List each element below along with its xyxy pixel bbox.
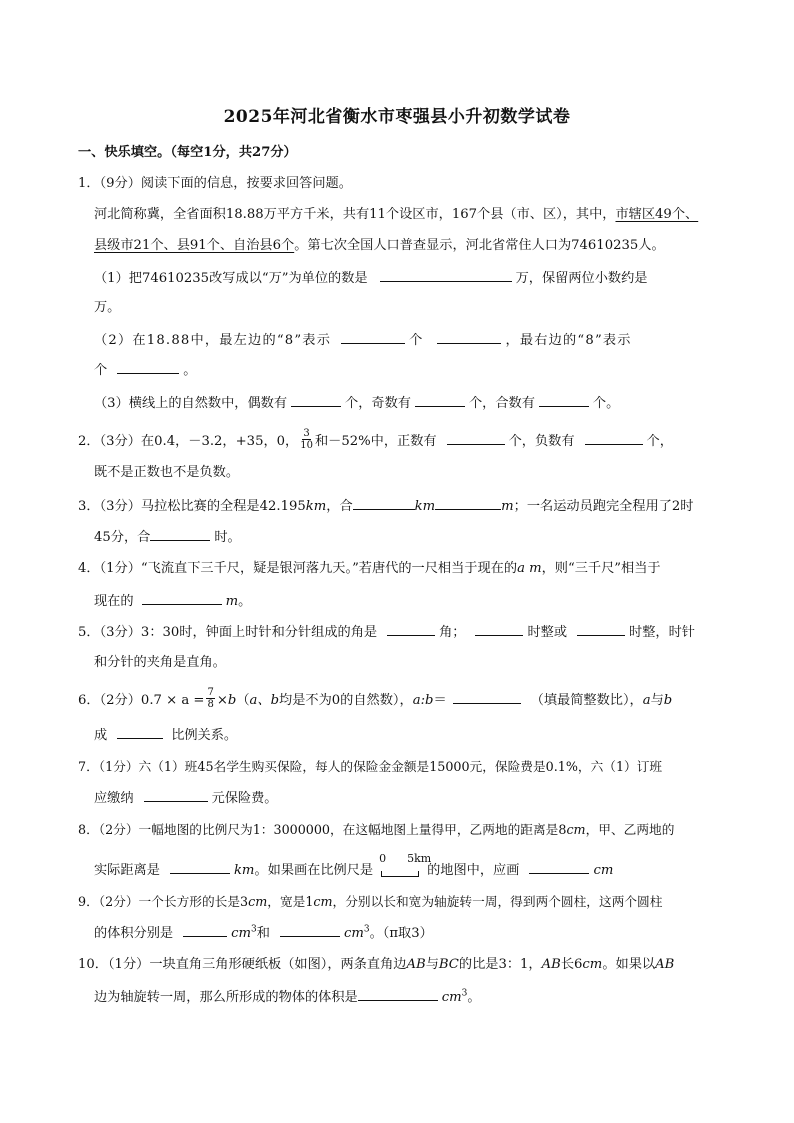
underlined-text: 县级市21个、县91个、自治县6个 — [94, 238, 295, 253]
answer-blank[interactable] — [415, 393, 465, 407]
question-10-cont: 边为轴旋转一周，那么所形成的物体的体积是 $cm^3$。 — [94, 988, 481, 1005]
question-6-cont: 成 比例关系。 — [94, 725, 237, 746]
question-8: 8．（2分）一幅地图的比例尺为1：3000000，在这幅地图上量得甲，乙两地的距离是8cm，甲、乙两地的 — [78, 822, 675, 837]
question-3: 3．（3分）马拉松比赛的全程是42.195km，合 km m；一名运动员跑完全程用了2时 — [78, 496, 693, 517]
question-7: 7．（1分）六（1）班45名学生购买保险，每人的保险金金额是15000元，保险费是0.1%，六（1）订班 — [78, 759, 663, 774]
answer-blank[interactable] — [142, 591, 222, 605]
question-1-part-1: （1）把74610235改写成以“万”为单位的数是 万，保留两位小数约是 — [94, 268, 648, 289]
question-9: 9．（2分）一个长方形的长是3cm，宽是1cm，分别以长和宽为轴旋转一周，得到两个圆柱，这两个圆柱 — [78, 894, 663, 909]
question-1-info-cont: 县级市21个、县91个、自治县6个。第七次全国人口普查显示，河北省常住人口为74610235人。 — [94, 238, 665, 253]
question-8-cont: 实际距离是 km。如果画在比例尺是 0 5km 的地图中，应画 cm — [94, 860, 613, 881]
answer-blank[interactable] — [291, 393, 341, 407]
question-2: 2．（3分）在0.4，－3.2，+35，0， $\frac{3}{10}$ 和－52%中，正数有 个，负数有 个， — [78, 428, 673, 451]
answer-blank[interactable] — [475, 622, 523, 636]
fraction: $\frac{3}{10}$ — [300, 428, 313, 451]
answer-blank[interactable] — [117, 360, 179, 374]
question-1-part-2: （2）在18.88中，最左边的“8”表示 个 ，最右边的“8”表示 — [94, 330, 632, 351]
answer-blank[interactable] — [529, 860, 589, 874]
question-9-cont: 的体积分别是 $cm^3$和 $cm^3$。（π取3） — [94, 924, 433, 941]
answer-blank[interactable] — [539, 393, 589, 407]
question-1-part-1-cont: 万。 — [94, 300, 121, 315]
answer-blank[interactable] — [150, 527, 210, 541]
question-10: 10．（1分）一块直角三角形硬纸板（如图），两条直角边AB与BC的比是3：1，AB长6cm。如果以AB — [78, 957, 675, 972]
answer-blank[interactable] — [437, 330, 501, 344]
question-2-cont: 既不是正数也不是负数。 — [94, 465, 240, 480]
answer-blank[interactable] — [435, 496, 501, 510]
answer-blank[interactable] — [447, 431, 505, 445]
answer-blank[interactable] — [577, 622, 625, 636]
answer-blank[interactable] — [358, 987, 438, 1001]
page-title: 2025年河北省衡水市枣强县小升初数学试卷 — [223, 107, 571, 127]
question-1-part-2-cont: 个 。 — [94, 360, 196, 381]
answer-blank[interactable] — [170, 860, 230, 874]
question-4-cont: 现在的 m。 — [94, 591, 251, 612]
answer-blank[interactable] — [117, 725, 163, 739]
question-1-part-3: （3）横线上的自然数中，偶数有 个，奇数有 个，合数有 个。 — [94, 393, 619, 414]
question-7-cont: 应缴纳 元保险费。 — [94, 788, 278, 809]
question-4: 4．（1分）“飞流直下三千尺，疑是银河落九天。”若唐代的一尺相当于现在的a m，则“三千尺”相当于 — [78, 561, 661, 576]
question-6: 6．（2分）0.7 × a = $\frac{7}{8}$ ×b（a、b均是不为0的自然数），a:b＝ （填最简整数比），a与b — [78, 687, 673, 710]
question-1-info: 河北简称冀，全省面积18.88万平方千米，共有11个设区市，167个县（市、区），其中，市辖区49个、 — [94, 207, 699, 222]
question-3-cont: 45分，合 时。 — [94, 527, 241, 548]
section-heading: 一、快乐填空。（每空1分，共27分） — [78, 145, 297, 160]
underlined-text: 市辖区49个、 — [615, 207, 699, 222]
question-5: 5．（3分）3：30时，钟面上时针和分针组成的角是 角； 时整或 时整，时针 — [78, 622, 695, 643]
answer-blank[interactable] — [280, 923, 340, 937]
scale-bar: 0 5km — [377, 865, 423, 881]
answer-blank[interactable] — [585, 431, 643, 445]
scale-bar-line — [381, 871, 419, 877]
answer-blank[interactable] — [341, 330, 405, 344]
answer-blank[interactable] — [183, 923, 227, 937]
question-5-cont: 和分针的夹角是直角。 — [94, 655, 226, 670]
answer-blank[interactable] — [387, 622, 435, 636]
fraction: $\frac{7}{8}$ — [207, 687, 214, 710]
answer-blank[interactable] — [380, 268, 512, 282]
question-1-head: 1．（9分）阅读下面的信息，按要求回答问题。 — [78, 176, 352, 191]
answer-blank[interactable] — [144, 788, 208, 802]
answer-blank[interactable] — [353, 496, 415, 510]
answer-blank[interactable] — [453, 690, 521, 704]
